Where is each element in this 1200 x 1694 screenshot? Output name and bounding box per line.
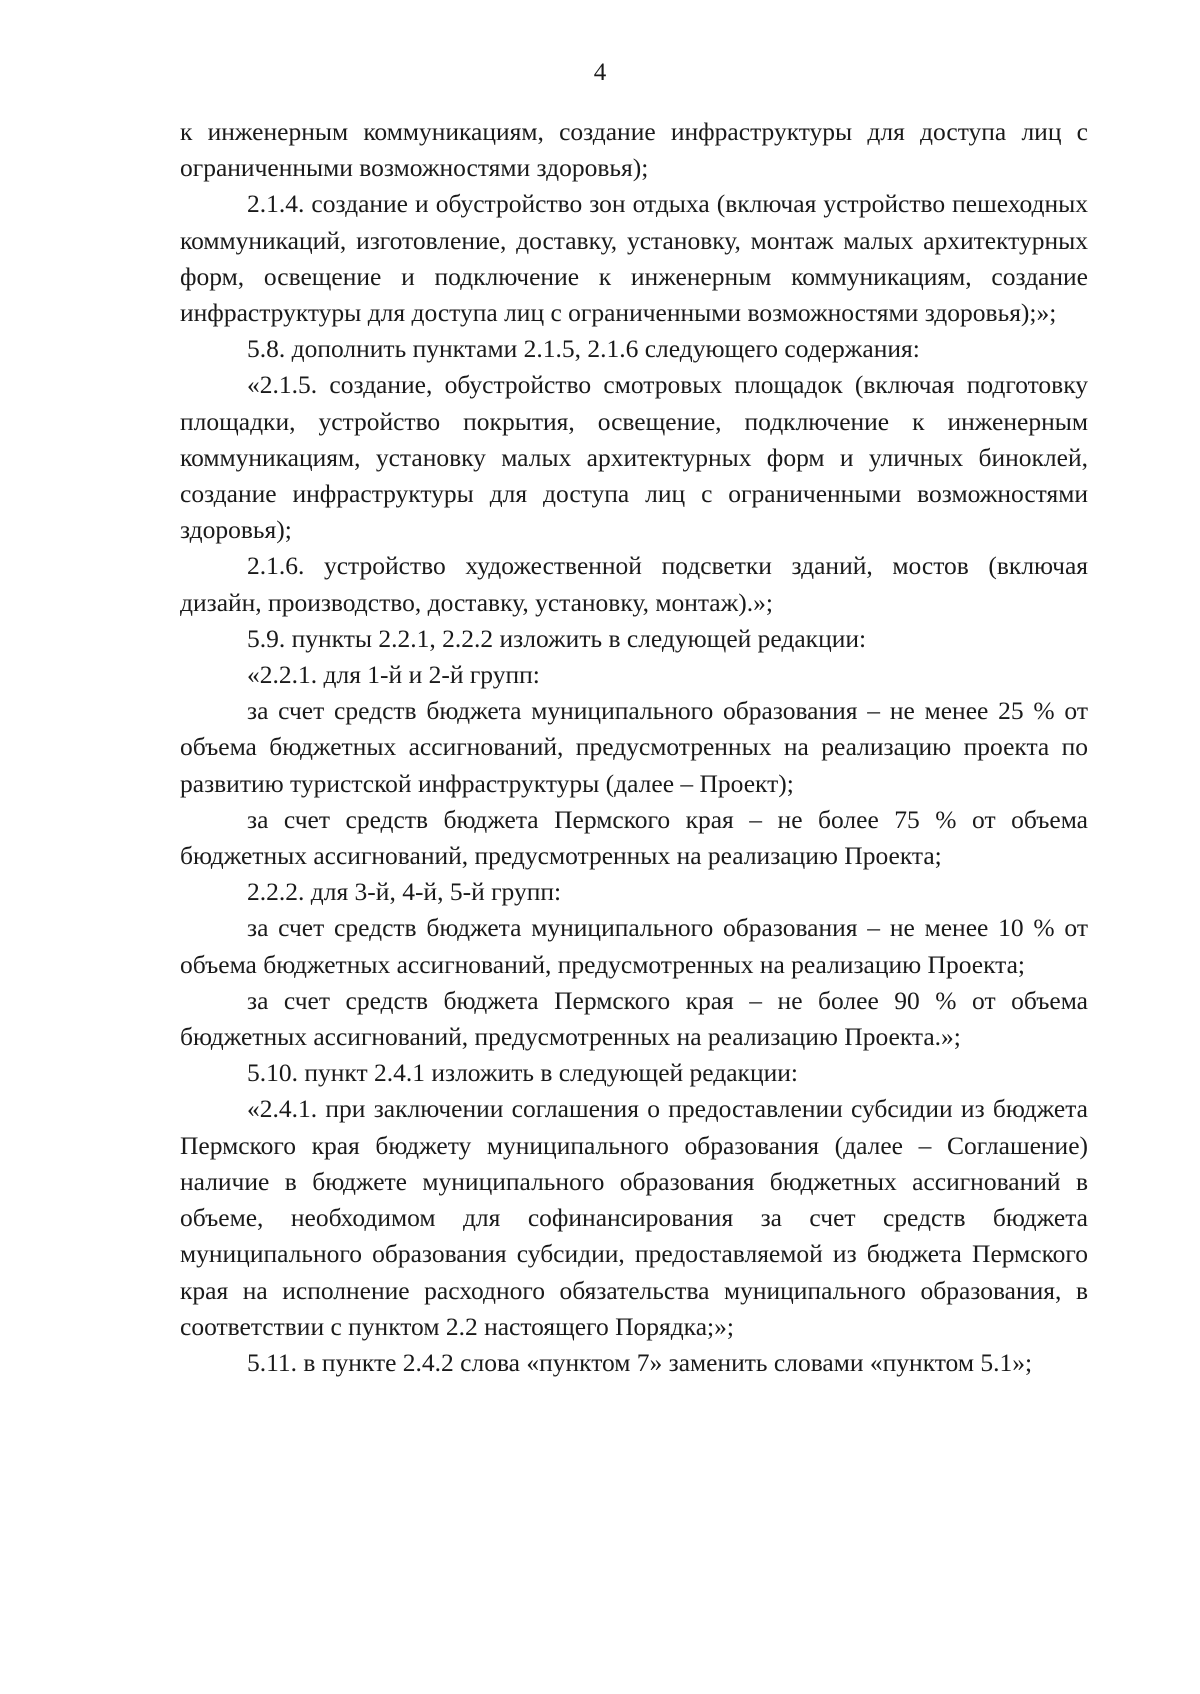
paragraph: «2.4.1. при заключении соглашения о предоставлении субсидии из бюджета Пермского края бюджету муниципального образования (далее – Соглашение) наличие в бюджете муниципального образования бюджетных ассигнований в объеме, необходимом для софинансирования за счет средств бюджета муниципального образования субсидии, предоставляемой из бюджета Пермского края на исполнение расходного обязательства муниципального образования, в соответствии с пунктом 2.2 настоящего Порядка;»; [180,1094,1088,1341]
paragraph: за счет средств бюджета Пермского края – не более 90 % от объема бюджетных ассигнований, предусмотренных на реализацию Проекта.»; [180,985,1088,1052]
document-body [180,114,1088,1381]
paragraph: 2.1.6. устройство художественной подсветки зданий, мостов (включая дизайн, производство, доставку, установку, монтаж).»; [180,551,1088,617]
paragraph: 2.2.2. для 3-й, 4-й, 5-й групп: [247,877,562,907]
paragraph: 5.8. дополнить пунктами 2.1.5, 2.1.6 следующего содержания: [247,334,920,364]
paragraph: за счет средств бюджета муниципального образования – не менее 10 % от объема бюджетных ассигнований, предусмотренных на реализацию Проекта; [180,913,1088,979]
paragraph: 5.11. в пункте 2.4.2 слова «пунктом 7» заменить словами «пунктом 5.1»; [247,1347,1033,1377]
paragraph: за счет средств бюджета муниципального образования – не менее 25 % от объема бюджетных ассигнований, предусмотренных на реализацию проекта по развитию туристской инфраструктуры (далее – Проект); [180,696,1088,798]
paragraph: «2.2.1. для 1-й и 2-й групп: [247,660,540,690]
paragraph: к инженерным коммуникациям, создание инфраструктуры для доступа лиц с ограниченными возможностями здоровья); [180,117,1088,183]
page-number: 4 [593,59,607,86]
paragraph: 5.9. пункты 2.2.1, 2.2.2 изложить в следующей редакции: [247,623,867,653]
paragraph: «2.1.5. создание, обустройство смотровых площадок (включая подготовку площадки, устройство покрытия, освещение, подключение к инженерным коммуникациям, установку малых архитектурных форм и уличных биноклей, создание инфраструктуры для доступа лиц с ограниченными возможностями здоровья); [180,370,1088,545]
paragraph: 2.1.4. создание и обустройство зон отдыха (включая устройство пешеходных коммуникаций, изготовление, доставку, установку, монтаж малых архитектурных форм, освещение и подключение к инженерным коммуникациям, создание инфраструктуры для доступа лиц с ограниченными возможностями здоровья);»; [180,189,1088,328]
paragraph: 5.10. пункт 2.4.1 изложить в следующей редакции: [247,1058,798,1088]
paragraph: за счет средств бюджета Пермского края – не более 75 % от объема бюджетных ассигнований, предусмотренных на реализацию Проекта; [180,804,1088,871]
